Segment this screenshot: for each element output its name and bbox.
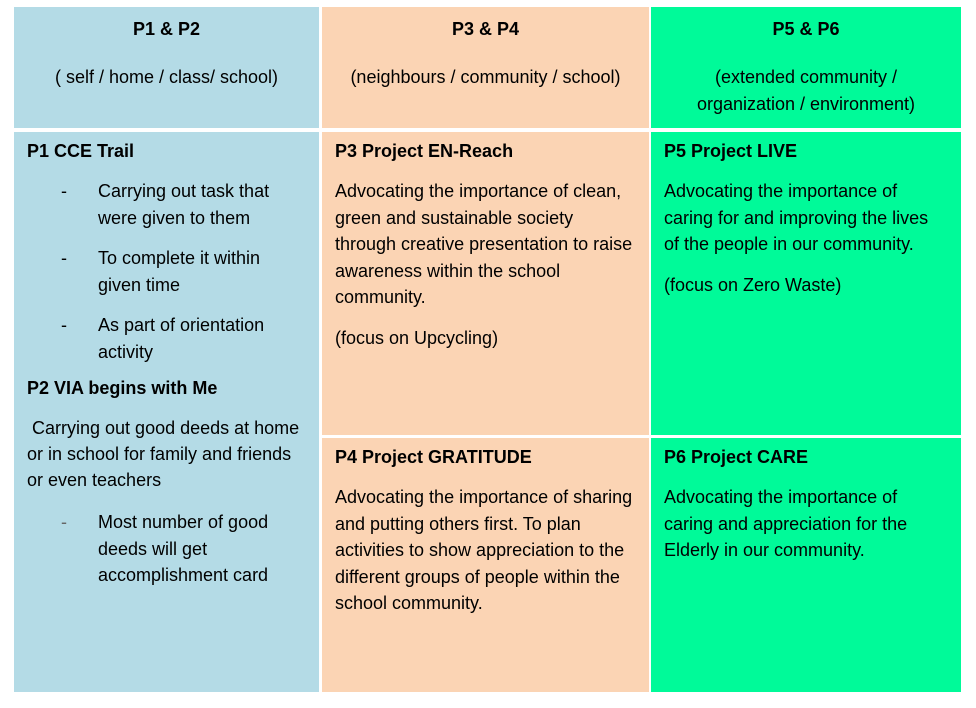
dash-bullet: -: [61, 248, 67, 268]
p1-title: P1 CCE Trail: [27, 141, 135, 161]
p3-focus: (focus on Upcycling): [335, 327, 499, 348]
header-p5-p6-subtitle: [651, 64, 961, 118]
header-p1-p2: [14, 7, 319, 128]
p3-content: [322, 132, 649, 435]
header-p3-p4-subtitle: (neighbours / community / school): [350, 67, 621, 87]
p1-list-item-text: To complete it within given time: [98, 248, 261, 295]
dash-bullet: -: [61, 181, 67, 201]
p4-description: Advocating the importance of sharing and putting others first. To plan activities to show appreciation to the different groups of people within the school community.: [335, 487, 633, 613]
p2-description: Carrying out good deeds at home or in school for family and friends or even teachers: [27, 418, 305, 490]
p2-title: P2 VIA begins with Me: [27, 378, 218, 398]
header-p5-p6-subtitle-line1: (extended community /: [714, 67, 898, 87]
dash-bullet: -: [61, 512, 67, 532]
dash-bullet: -: [61, 315, 67, 335]
p6-description: Advocating the importance of caring and appreciation for the Elderly in our community.: [664, 487, 908, 560]
p1-list-item: [27, 245, 307, 298]
header-p1-p2-subtitle: ( self / home / class/ school): [54, 67, 279, 87]
p1-p2-content: [14, 132, 319, 692]
p5-focus: (focus on Zero Waste): [664, 274, 842, 295]
p5-content: [651, 132, 961, 435]
p5-title: P5 Project LIVE: [664, 141, 798, 161]
p3-description: Advocating the importance of clean, green and sustainable society through creative presentation to raise awareness within the school community.: [335, 181, 633, 307]
p1-list-item: [27, 178, 307, 231]
header-p3-p4-title: P3 & P4: [451, 19, 520, 39]
p6-content: [651, 438, 961, 692]
p2-list-item-text: Most number of good deeds will get accomplishment card: [98, 512, 269, 585]
p5-description: Advocating the importance of caring for and improving the lives of the people in our community.: [664, 181, 929, 254]
header-p5-p6-title: P5 & P6: [772, 19, 840, 39]
p1-list-item: [27, 312, 307, 365]
p4-content: [322, 438, 649, 692]
p4-title: P4 Project GRATITUDE: [335, 447, 532, 467]
header-p3-p4: [322, 7, 649, 128]
header-p5-p6: [651, 7, 961, 128]
p2-list-item: [27, 509, 307, 589]
p1-list-item-text: Carrying out task that were given to them: [98, 181, 270, 228]
header-p5-p6-subtitle-line2: organization / environment): [696, 94, 916, 114]
header-p1-p2-title: P1 & P2: [132, 19, 201, 39]
p1-list-item-text: As part of orientation activity: [98, 315, 265, 362]
p3-title: P3 Project EN-Reach: [335, 141, 514, 161]
p6-title: P6 Project CARE: [664, 447, 809, 467]
